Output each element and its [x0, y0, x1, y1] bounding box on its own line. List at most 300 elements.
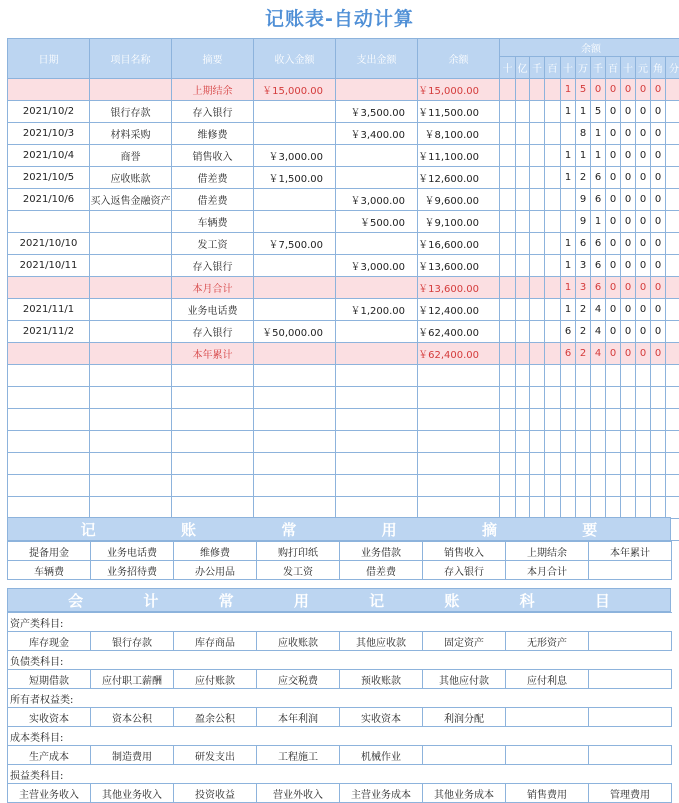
- row-date: 2021/10/11: [8, 255, 90, 277]
- row-digit: [545, 79, 561, 101]
- row-digit: 0: [636, 233, 651, 255]
- row-digit: [500, 189, 516, 211]
- row-date: [8, 431, 90, 453]
- row-summary: 存入银行: [172, 255, 254, 277]
- header-date: 日期: [8, 39, 90, 79]
- summary-heading: [7, 517, 671, 541]
- row-digit: 0: [651, 101, 666, 123]
- row-digit: 1: [591, 145, 606, 167]
- row-income: [254, 497, 336, 519]
- row-balance: [418, 453, 500, 475]
- row-digit: [530, 101, 545, 123]
- row-digit: [651, 387, 666, 409]
- subject-item: 机械作业: [340, 746, 423, 765]
- row-digit: [516, 299, 530, 321]
- header-digit: 千: [591, 57, 606, 79]
- row-summary: [172, 497, 254, 519]
- subject-item: 工程施工: [257, 746, 340, 765]
- row-digit: 0: [636, 299, 651, 321]
- summary-panel: [7, 517, 671, 580]
- subjects-heading: [7, 588, 671, 612]
- row-digit: [545, 101, 561, 123]
- row-digit: 4: [591, 299, 606, 321]
- subject-item: 其他业务收入: [91, 784, 174, 803]
- row-balance: ￥8,100.00: [418, 123, 500, 145]
- summary-item: 本年累计: [589, 542, 672, 561]
- row-balance: ￥12,400.00: [418, 299, 500, 321]
- subjects-panel: [7, 588, 671, 803]
- row-summary: 维修费: [172, 123, 254, 145]
- row-digit: [545, 431, 561, 453]
- row-digit: [545, 277, 561, 299]
- row-digit: [666, 101, 679, 123]
- row-income: [254, 475, 336, 497]
- table-row: [8, 497, 679, 519]
- table-row: [8, 321, 679, 343]
- subject-item: 实收资本: [340, 708, 423, 727]
- row-item: [90, 211, 172, 233]
- row-expense: [336, 453, 418, 475]
- row-digit: 0: [651, 211, 666, 233]
- row-expense: [336, 277, 418, 299]
- row-digit: [530, 365, 545, 387]
- row-item: [90, 475, 172, 497]
- row-digit: [591, 475, 606, 497]
- subject-item: 库存现金: [8, 632, 91, 651]
- row-digit: [500, 233, 516, 255]
- row-digit: [606, 497, 621, 519]
- row-summary: 销售收入: [172, 145, 254, 167]
- row-item: 应收账款: [90, 167, 172, 189]
- row-digit: [576, 497, 591, 519]
- row-balance: ￥13,600.00: [418, 277, 500, 299]
- subject-item: 银行存款: [91, 632, 174, 651]
- subject-item: [589, 632, 672, 651]
- row-digit: [621, 497, 636, 519]
- row-item: 银行存款: [90, 101, 172, 123]
- row-digit: [530, 211, 545, 233]
- row-digit: 2: [576, 167, 591, 189]
- row-digit: [606, 475, 621, 497]
- row-digit: [666, 343, 679, 365]
- table-row: [8, 387, 679, 409]
- row-digit: [545, 167, 561, 189]
- ledger-table: [7, 38, 679, 541]
- row-digit: [530, 123, 545, 145]
- row-income: [254, 409, 336, 431]
- row-digit: 1: [591, 211, 606, 233]
- row-digit: [516, 431, 530, 453]
- row-digit: 0: [636, 167, 651, 189]
- summary-item: 借差费: [340, 561, 423, 580]
- row-summary: [172, 431, 254, 453]
- header-digit-group: 余额: [500, 39, 679, 57]
- row-expense: ￥3,000.00: [336, 255, 418, 277]
- header-digit: 百: [606, 57, 621, 79]
- row-item: [90, 387, 172, 409]
- row-digit: [500, 475, 516, 497]
- subject-item: [506, 708, 589, 727]
- row-digit: [500, 101, 516, 123]
- row-digit: 0: [621, 211, 636, 233]
- subject-item: 应交税费: [257, 670, 340, 689]
- row-digit: [606, 453, 621, 475]
- row-digit: 0: [621, 255, 636, 277]
- row-digit: 0: [606, 343, 621, 365]
- row-digit: 0: [591, 79, 606, 101]
- row-summary: 本年累计: [172, 343, 254, 365]
- row-digit: 0: [606, 145, 621, 167]
- row-digit: 0: [606, 255, 621, 277]
- row-digit: 6: [591, 255, 606, 277]
- row-balance: [418, 365, 500, 387]
- row-digit: [500, 79, 516, 101]
- row-digit: [576, 365, 591, 387]
- summary-heading-char: 要: [582, 519, 597, 540]
- row-digit: [530, 189, 545, 211]
- row-expense: [336, 343, 418, 365]
- row-digit: 6: [591, 233, 606, 255]
- row-date: [8, 387, 90, 409]
- row-digit: 0: [636, 343, 651, 365]
- row-digit: [561, 475, 576, 497]
- row-balance: ￥15,000.00: [418, 79, 500, 101]
- summary-row: [8, 542, 672, 561]
- row-income: [254, 387, 336, 409]
- row-digit: [666, 233, 679, 255]
- row-income: ￥15,000.00: [254, 79, 336, 101]
- subject-item: 资本公积: [91, 708, 174, 727]
- row-item: [90, 255, 172, 277]
- row-digit: [516, 167, 530, 189]
- table-row: [8, 167, 679, 189]
- row-expense: [336, 167, 418, 189]
- row-date: [8, 409, 90, 431]
- row-digit: [576, 453, 591, 475]
- header-digit: 元: [636, 57, 651, 79]
- row-balance: ￥13,600.00: [418, 255, 500, 277]
- row-expense: ￥3,000.00: [336, 189, 418, 211]
- row-item: 材料采购: [90, 123, 172, 145]
- row-digit: [666, 387, 679, 409]
- row-digit: [666, 431, 679, 453]
- row-digit: [500, 211, 516, 233]
- subject-item: 固定资产: [423, 632, 506, 651]
- row-digit: [545, 343, 561, 365]
- header-digit: 十: [621, 57, 636, 79]
- table-row: [8, 79, 679, 101]
- row-expense: ￥3,500.00: [336, 101, 418, 123]
- ledger-header-row: [8, 39, 679, 57]
- row-date: [8, 211, 90, 233]
- row-digit: [621, 431, 636, 453]
- row-expense: [336, 387, 418, 409]
- row-digit: 0: [651, 299, 666, 321]
- row-digit: [530, 453, 545, 475]
- subject-item: 无形资产: [506, 632, 589, 651]
- row-date: [8, 453, 90, 475]
- row-digit: 1: [561, 299, 576, 321]
- summary-heading-char: 常: [281, 519, 296, 540]
- subject-items-row: [8, 708, 672, 727]
- subject-item: 其他应付款: [423, 670, 506, 689]
- subject-items-row: [8, 670, 672, 689]
- subject-items-row: [8, 632, 672, 651]
- row-digit: [666, 497, 679, 519]
- header-item: 项目名称: [90, 39, 172, 79]
- row-expense: ￥1,200.00: [336, 299, 418, 321]
- row-summary: [172, 365, 254, 387]
- row-digit: 1: [561, 145, 576, 167]
- subject-item: 主营业务成本: [340, 784, 423, 803]
- row-digit: 0: [606, 299, 621, 321]
- row-expense: [336, 431, 418, 453]
- header-digit: 亿: [516, 57, 530, 79]
- row-expense: [336, 145, 418, 167]
- row-expense: [336, 497, 418, 519]
- row-digit: [545, 211, 561, 233]
- subject-category-label: 损益类科目:: [8, 765, 672, 784]
- header-digit: 千: [530, 57, 545, 79]
- row-date: 2021/10/2: [8, 101, 90, 123]
- row-digit: [500, 453, 516, 475]
- row-digit: [591, 387, 606, 409]
- subject-item: 生产成本: [8, 746, 91, 765]
- row-digit: 6: [561, 321, 576, 343]
- row-date: 2021/10/4: [8, 145, 90, 167]
- subject-items-row: [8, 746, 672, 765]
- row-digit: [561, 123, 576, 145]
- row-digit: [545, 123, 561, 145]
- subject-item: 其他业务成本: [423, 784, 506, 803]
- subject-item: 应收账款: [257, 632, 340, 651]
- row-digit: 0: [651, 167, 666, 189]
- row-digit: 9: [576, 211, 591, 233]
- row-digit: 0: [621, 189, 636, 211]
- row-digit: [530, 167, 545, 189]
- row-date: 2021/10/6: [8, 189, 90, 211]
- table-row: [8, 453, 679, 475]
- row-digit: [500, 365, 516, 387]
- row-digit: 0: [636, 321, 651, 343]
- row-digit: [516, 123, 530, 145]
- subject-item: [506, 746, 589, 765]
- row-income: ￥1,500.00: [254, 167, 336, 189]
- table-row: [8, 431, 679, 453]
- header-digit: 百: [545, 57, 561, 79]
- row-digit: 0: [651, 79, 666, 101]
- row-digit: [666, 299, 679, 321]
- subject-category-label: 成本类科目:: [8, 727, 672, 746]
- row-digit: 1: [561, 79, 576, 101]
- table-row: [8, 211, 679, 233]
- row-digit: [530, 475, 545, 497]
- row-digit: 4: [591, 343, 606, 365]
- subject-category-row: [8, 651, 672, 670]
- summary-heading-char: 账: [181, 519, 196, 540]
- row-digit: [545, 145, 561, 167]
- row-digit: [516, 497, 530, 519]
- row-digit: [666, 211, 679, 233]
- row-digit: 0: [651, 189, 666, 211]
- row-digit: [516, 409, 530, 431]
- row-digit: [561, 189, 576, 211]
- row-digit: 0: [621, 79, 636, 101]
- row-summary: 发工资: [172, 233, 254, 255]
- row-balance: ￥9,600.00: [418, 189, 500, 211]
- row-digit: [530, 255, 545, 277]
- subject-item: [589, 670, 672, 689]
- row-summary: 上期结余: [172, 79, 254, 101]
- row-digit: [516, 387, 530, 409]
- row-digit: 0: [636, 277, 651, 299]
- row-digit: [500, 343, 516, 365]
- row-summary: 存入银行: [172, 321, 254, 343]
- row-income: [254, 277, 336, 299]
- row-income: [254, 453, 336, 475]
- row-digit: 0: [606, 79, 621, 101]
- row-digit: [500, 255, 516, 277]
- row-item: 商誉: [90, 145, 172, 167]
- row-digit: 1: [591, 123, 606, 145]
- row-digit: [545, 365, 561, 387]
- row-digit: 0: [651, 321, 666, 343]
- subject-item: 应付账款: [174, 670, 257, 689]
- subjects-heading-char: 会: [68, 590, 83, 611]
- row-summary: 借差费: [172, 189, 254, 211]
- row-digit: 5: [591, 101, 606, 123]
- subjects-table: [7, 612, 672, 803]
- row-item: [90, 321, 172, 343]
- row-expense: [336, 321, 418, 343]
- row-digit: 0: [606, 167, 621, 189]
- subjects-heading-char: 目: [595, 590, 610, 611]
- row-digit: 6: [591, 277, 606, 299]
- row-digit: [651, 409, 666, 431]
- row-date: [8, 277, 90, 299]
- table-row: [8, 365, 679, 387]
- row-digit: [621, 387, 636, 409]
- row-digit: [666, 277, 679, 299]
- row-date: [8, 79, 90, 101]
- row-digit: [606, 409, 621, 431]
- row-digit: 0: [651, 145, 666, 167]
- row-expense: [336, 233, 418, 255]
- row-digit: 0: [651, 233, 666, 255]
- row-balance: [418, 387, 500, 409]
- row-digit: [576, 387, 591, 409]
- row-digit: 0: [651, 277, 666, 299]
- row-summary: [172, 409, 254, 431]
- row-summary: 车辆费: [172, 211, 254, 233]
- row-expense: ￥500.00: [336, 211, 418, 233]
- subject-item: [423, 746, 506, 765]
- row-digit: 1: [576, 101, 591, 123]
- row-digit: [516, 211, 530, 233]
- subject-item: [589, 746, 672, 765]
- row-digit: [516, 189, 530, 211]
- row-balance: ￥9,100.00: [418, 211, 500, 233]
- table-row: [8, 343, 679, 365]
- row-digit: [516, 365, 530, 387]
- subject-item: 预收账款: [340, 670, 423, 689]
- row-digit: 1: [561, 167, 576, 189]
- row-expense: [336, 409, 418, 431]
- row-date: 2021/10/5: [8, 167, 90, 189]
- row-digit: [651, 475, 666, 497]
- subject-item: 短期借款: [8, 670, 91, 689]
- subject-item: 本年利润: [257, 708, 340, 727]
- row-digit: [561, 211, 576, 233]
- row-digit: [621, 475, 636, 497]
- row-digit: [576, 475, 591, 497]
- subject-item: 利润分配: [423, 708, 506, 727]
- row-digit: 2: [576, 321, 591, 343]
- row-balance: ￥11,100.00: [418, 145, 500, 167]
- summary-item: 车辆费: [8, 561, 91, 580]
- row-digit: [561, 387, 576, 409]
- row-digit: [500, 277, 516, 299]
- row-digit: 0: [636, 101, 651, 123]
- row-digit: 8: [576, 123, 591, 145]
- row-summary: 借差费: [172, 167, 254, 189]
- row-digit: [530, 145, 545, 167]
- row-income: [254, 299, 336, 321]
- row-item: [90, 277, 172, 299]
- subject-item: 应付职工薪酬: [91, 670, 174, 689]
- summary-item: [589, 561, 672, 580]
- row-digit: [621, 409, 636, 431]
- row-digit: [561, 409, 576, 431]
- row-digit: [530, 233, 545, 255]
- row-expense: [336, 365, 418, 387]
- row-expense: ￥3,400.00: [336, 123, 418, 145]
- row-digit: [591, 453, 606, 475]
- subjects-heading-char: 科: [520, 590, 535, 611]
- row-date: [8, 497, 90, 519]
- row-digit: [591, 497, 606, 519]
- row-balance: ￥11,500.00: [418, 101, 500, 123]
- subjects-heading-char: 账: [444, 590, 459, 611]
- row-item: [90, 453, 172, 475]
- table-row: [8, 101, 679, 123]
- row-digit: [591, 431, 606, 453]
- subject-category-label: 所有者权益类:: [8, 689, 672, 708]
- row-digit: 0: [621, 145, 636, 167]
- subject-item: 研发支出: [174, 746, 257, 765]
- row-digit: 0: [606, 123, 621, 145]
- row-digit: [530, 343, 545, 365]
- row-digit: [651, 497, 666, 519]
- table-row: [8, 255, 679, 277]
- subject-item: 销售费用: [506, 784, 589, 803]
- row-digit: [561, 365, 576, 387]
- header-balance: 余额: [418, 39, 500, 79]
- row-digit: [636, 453, 651, 475]
- row-digit: 0: [606, 321, 621, 343]
- row-date: [8, 343, 90, 365]
- row-digit: 0: [606, 211, 621, 233]
- row-digit: [545, 497, 561, 519]
- row-digit: [621, 453, 636, 475]
- summary-item: 购打印纸: [257, 542, 340, 561]
- row-digit: [545, 255, 561, 277]
- header-digit: 分: [666, 57, 679, 79]
- table-row: [8, 299, 679, 321]
- row-digit: 1: [561, 277, 576, 299]
- row-digit: [621, 365, 636, 387]
- row-digit: [516, 277, 530, 299]
